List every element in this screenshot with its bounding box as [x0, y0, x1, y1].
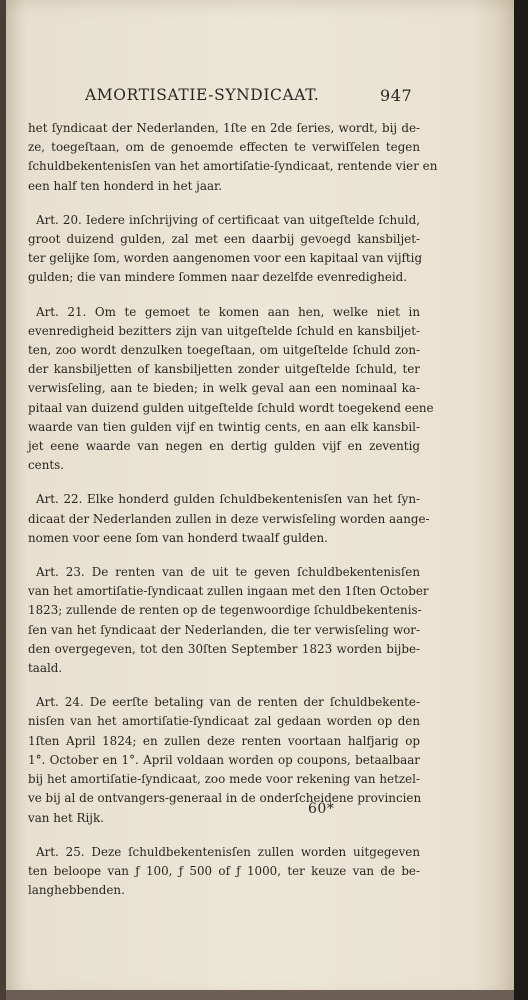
text-line: ſen van het ſyndicaat der Nederlanden, die ter verwisſeling wor-: [28, 622, 420, 637]
text-line: het ſyndicaat der Nederlanden, 1ſte en 2de ſeries, wordt, bij de-: [28, 121, 420, 135]
text-line: groot duizend gulden, zal met een daarbij gevoegd kansbiljet-: [28, 232, 420, 247]
text-line: van het Rijk.: [28, 810, 104, 825]
text-line: ten, zoo wordt denzulken toegeſtaan, om uitgeſtelde ſchuld zon-: [28, 343, 420, 358]
text-line: nomen voor eene ſom van honderd twaalf gulden.: [28, 530, 328, 545]
text-line: jet eene waarde van negen en dertig gulden vijf en zeventig: [28, 439, 420, 454]
text-line: pitaal van duizend gulden uitgeſtelde ſchuld wordt toegekend eene: [28, 400, 434, 415]
text-line: ſchuldbekentenisſen van het amortiſatie-ſyndicaat, rentende vier en: [28, 159, 438, 174]
text-line: dicaat der Nederlanden zullen in deze verwisſeling worden aange-: [28, 511, 430, 526]
text-line: 1°. October en 1°. April voldaan worden op coupons, betaalbaar: [28, 752, 420, 767]
text-line: Art. 20. Iedere inſchrijving of certificaat van uitgeſtelde ſchuld,: [36, 212, 420, 227]
signature-mark: 60*: [308, 801, 335, 817]
text-line: Art. 24. De eerſte betaling van de renten der ſchuldbekente-: [36, 695, 420, 710]
text-line: gulden; die van mindere ſommen naar dezelfde evenredigheid.: [28, 270, 408, 285]
page-body: [28, 119, 438, 915]
text-line: nisſen van het amortiſatie-ſyndicaat zal gedaan worden op den: [28, 714, 420, 729]
page-number: 947: [380, 86, 413, 105]
paragraph: [28, 693, 420, 827]
text-line: ten beloope van ƒ 100, ƒ 500 of ƒ 1000, ter keuze van de be-: [28, 863, 420, 878]
page-bottom-edge: [6, 990, 514, 1000]
book-edge: [514, 0, 528, 1000]
text-line: cents.: [28, 458, 65, 473]
text-line: taald.: [28, 661, 63, 676]
text-line: ve bij al de ontvangers-generaal in de onderſcheidene provincien: [28, 791, 422, 806]
text-line: Art. 23. De renten van de uit te geven ſchuldbekentenisſen: [36, 565, 420, 580]
paragraph: [28, 119, 438, 196]
paragraph: [28, 843, 420, 901]
paragraph: [28, 211, 423, 288]
text-line: Art. 21. Om te gemoet te komen aan hen, welke niet in: [36, 304, 420, 319]
text-line: verwisſeling, aan te bieden; in welk geval aan een nominaal ka-: [28, 381, 420, 396]
text-line: waarde van tien gulden vijf en twintig cents, en aan elk kansbil-: [28, 419, 420, 434]
paragraph: [28, 490, 430, 548]
page-header: [20, 86, 420, 110]
paragraph: [28, 303, 434, 476]
text-line: Art. 22. Elke honderd gulden ſchuldbekentenisſen van het ſyn-: [36, 492, 420, 507]
text-line: 1823; zullende de renten op de tegenwoordige ſchuldbekentenis-: [28, 603, 422, 618]
text-line: een half ten honderd in het jaar.: [28, 178, 223, 193]
paragraph: [28, 563, 429, 678]
text-line: evenredigheid bezitters zijn van uitgeſtelde ſchuld en kansbiljet-: [28, 323, 420, 338]
text-line: ter gelijke ſom, worden aangenomen voor een kapitaal van vijftig: [28, 251, 423, 266]
running-title: AMORTISATIE-SYNDICAAT.: [85, 86, 320, 104]
text-line: ze, toegeſtaan, om de genoemde effecten te verwiſſelen tegen: [28, 140, 420, 155]
text-line: langhebbenden.: [28, 883, 125, 898]
text-line: der kansbiljetten of kansbiljetten zonder uitgeſtelde ſchuld, ter: [28, 362, 420, 377]
text-line: van het amortiſatie-ſyndicaat zullen ingaan met den 1ſten October: [28, 584, 429, 599]
text-line: den overgegeven, tot den 30ſten September 1823 worden bijbe-: [28, 641, 420, 656]
text-line: Art. 25. Deze ſchuldbekentenisſen zullen worden uitgegeven: [36, 844, 420, 859]
text-line: bij het amortiſatie-ſyndicaat, zoo mede voor rekening van hetzel-: [28, 772, 420, 787]
text-line: 1ſten April 1824; en zullen deze renten voortaan halfjarig op: [28, 733, 420, 748]
